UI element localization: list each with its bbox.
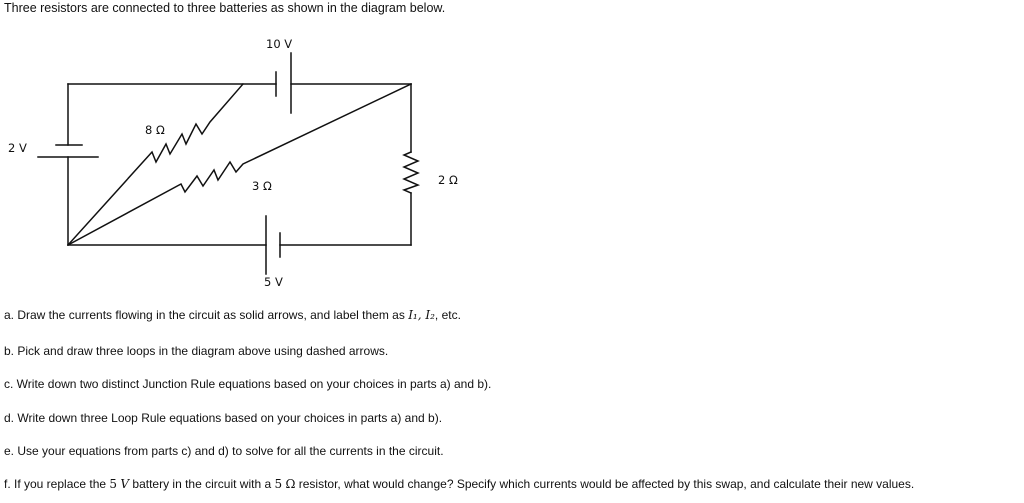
question-f-num2: 5 xyxy=(274,477,283,491)
intro-text: Three resistors are connected to three batteries as shown in the diagram below. xyxy=(4,1,446,15)
label-8-ohm: 8 Ω xyxy=(145,123,165,137)
question-c: c. Write down two distinct Junction Rule equations based on your choices in parts a) and b). xyxy=(4,377,492,391)
question-a xyxy=(4,308,461,322)
question-b: b. Pick and draw three loops in the diagram above using dashed arrows. xyxy=(4,344,389,358)
label-10v: 10 V xyxy=(266,37,293,51)
label-2-ohm: 2 Ω xyxy=(438,173,458,187)
question-e: e. Use your equations from parts c) and d) to solve for all the currents in the circuit. xyxy=(4,444,444,458)
question-f-unit: V xyxy=(120,477,130,491)
question-a-text: a. Draw the currents flowing in the circuit as solid arrows, and label them as xyxy=(4,308,409,322)
branch-8-ohm-wire xyxy=(68,84,243,245)
label-2v: 2 V xyxy=(8,141,27,155)
question-d: d. Write down three Loop Rule equations based on your choices in parts a) and b). xyxy=(4,411,443,425)
question-f-end: resistor, what would change? Specify which currents would be affected by this swap, and calculate their new values. xyxy=(295,477,915,491)
question-f-mid: battery in the circuit with a xyxy=(129,477,275,491)
branch-3-ohm-wire xyxy=(68,84,411,245)
question-f xyxy=(4,477,914,491)
label-5v: 5 V xyxy=(264,275,283,289)
label-3-ohm: 3 Ω xyxy=(252,179,272,193)
question-f-ohm: Ω xyxy=(285,477,296,491)
resistor-2-ohm xyxy=(404,152,418,193)
question-a-math: I₁, I₂ xyxy=(408,308,435,322)
question-f-start: f. If you replace the xyxy=(4,477,110,491)
question-a-end: , etc. xyxy=(434,308,461,322)
question-f-num: 5 xyxy=(109,477,118,491)
